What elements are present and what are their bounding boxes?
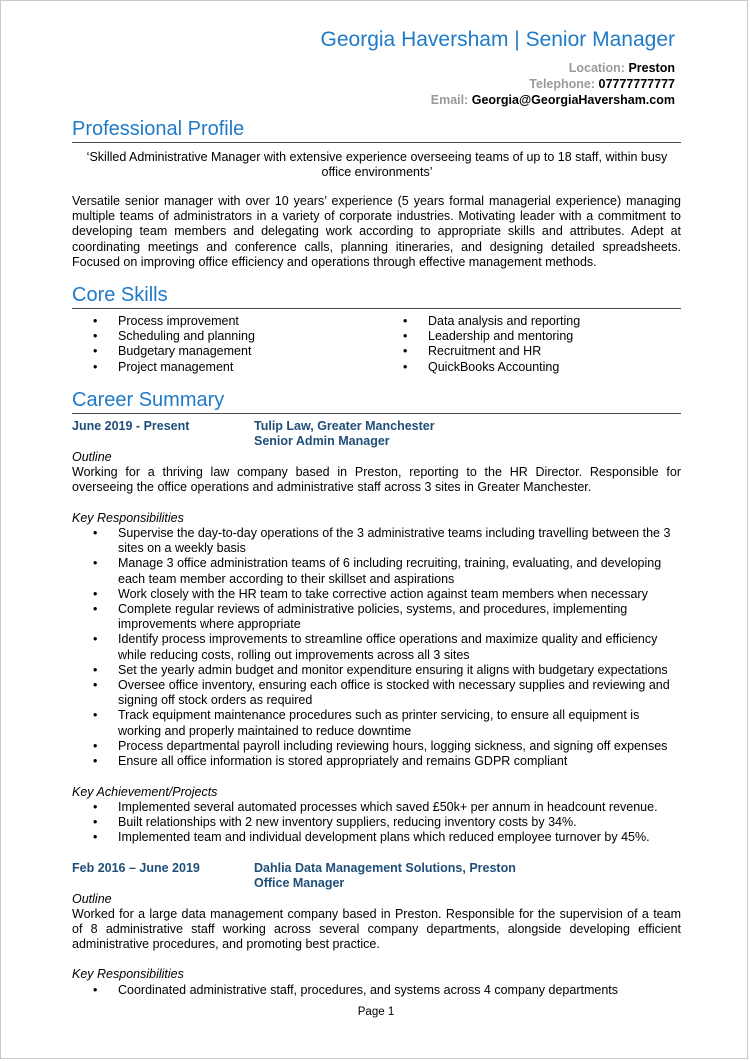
telephone-label: Telephone: — [529, 77, 596, 91]
job-role: Office Manager — [254, 876, 345, 890]
skill-item: • Data analysis and reporting — [403, 314, 581, 328]
list-item: • Implemented several automated processes which saved £50k+ per annum in headcount revenue. — [93, 800, 658, 814]
list-item: • Built relationships with 2 new inventory suppliers, reducing inventory costs by 34%. — [93, 815, 577, 830]
responsibilities-label: Key Responsibilities — [72, 967, 184, 981]
responsibilities-list — [72, 526, 681, 769]
job-role: Senior Admin Manager — [254, 434, 390, 448]
list-item: • Set the yearly admin budget and monitor expenditure ensuring it aligns with budgetary expectations — [93, 662, 668, 677]
list-item: • Process departmental payroll including reviewing hours, logging sickness, and signing off expenses — [93, 738, 668, 753]
email-value[interactable]: Georgia@GeorgiaHaversham.com — [471, 93, 675, 107]
profile-heading: Professional Profile — [72, 117, 681, 143]
list-item: • Supervise the day-to-day operations of the 3 administrative teams including travelling between the 3 sites on a weekly basis — [93, 526, 671, 556]
outline-label: Outline — [72, 892, 112, 906]
skills-list-right — [403, 314, 580, 375]
job-company: Tulip Law, Greater Manchester — [254, 419, 435, 433]
list-item: • Work closely with the HR team to take corrective action against team members when necessary — [93, 586, 648, 601]
location-value: Preston — [628, 61, 675, 75]
outline-label: Outline — [72, 450, 112, 464]
cv-header — [321, 27, 675, 108]
skill-item: • Budgetary management — [93, 344, 252, 359]
list-item: • Manage 3 office administration teams of 6 including recruiting, training, evaluating, and developing each team member according to their skillset and aspirations — [93, 556, 662, 586]
list-item: • Track equipment maintenance procedures such as printer servicing, to ensure all equipment is working and properly maintained to reduce downtime — [93, 708, 640, 738]
achievements-label: Key Achievement/Projects — [72, 785, 218, 799]
skill-item: • Project management — [93, 359, 234, 374]
achievements-list — [72, 800, 681, 846]
contact-email — [321, 92, 675, 108]
name-title: Georgia Haversham | Senior Manager — [320, 28, 675, 51]
contact-location — [321, 60, 675, 76]
job-outline: Worked for a large data management company based in Preston. Responsible for the supervision of a team of 8 administrative staff working across several company departments, alongside developing efficient administrative procedures, and promoting best practice. — [72, 907, 681, 952]
list-item: • Coordinated administrative staff, procedures, and systems across 4 company departments — [93, 983, 619, 997]
list-item: • Complete regular reviews of administrative policies, systems, and procedures, implementing improvements where appropriate — [93, 602, 628, 632]
skill-item: • Leadership and mentoring — [403, 329, 574, 344]
list-item: • Implemented team and individual development plans which reduced employee turnover by 45%. — [93, 830, 650, 845]
responsibilities-list — [72, 983, 681, 998]
list-item: • Identify process improvements to streamline office operations and maximize quality and efficiency while reducing costs, rolling out improvements across all 3 sites — [93, 632, 658, 662]
job-outline: Working for a thriving law company based in Preston, reporting to the HR Director. Responsible for overseeing the office operations and administrative staff across 3 sites in Greater Manchester. — [72, 465, 681, 495]
responsibilities-label: Key Responsibilities — [72, 511, 184, 525]
skills-list-left — [93, 314, 255, 375]
profile-quote: ‘Skilled Administrative Manager with extensive experience overseeing teams of up to 18 staff, within busy office environments’ — [86, 150, 668, 180]
telephone-value: 07777777777 — [598, 77, 675, 91]
list-item: • Ensure all office information is stored appropriately and remains GDPR compliant — [93, 754, 568, 769]
profile-body: Versatile senior manager with over 10 years’ experience (5 years formal managerial experience) managing multiple teams of administrators in a variety of corporate industries. Motivating leader with a commitment to developing team members and delegating work according to appropriate skills and attributes. Adept at coordinating meetings and conference calls, planning itineraries, and designing detailed spreadsheets. Focused on improving office efficiency and operations through effective management methods. — [72, 194, 681, 269]
job-dates: June 2019 - Present — [72, 419, 190, 433]
skill-item: • Process improvement — [93, 314, 239, 328]
skill-item: • Scheduling and planning — [93, 329, 255, 344]
email-label: Email: — [430, 93, 469, 107]
contact-telephone — [321, 76, 675, 92]
skills-heading: Core Skills — [72, 283, 681, 309]
job-company: Dahlia Data Management Solutions, Preston — [254, 861, 516, 875]
job-dates: Feb 2016 – June 2019 — [72, 861, 200, 875]
skill-item: • Recruitment and HR — [403, 344, 542, 359]
location-label: Location: — [568, 61, 625, 75]
career-heading: Career Summary — [72, 388, 681, 414]
list-item: • Oversee office inventory, ensuring each office is stocked with necessary supplies and reviewing and signing off stock orders as required — [93, 678, 670, 708]
page-number: Page 1 — [357, 1006, 395, 1018]
skill-item: • QuickBooks Accounting — [403, 359, 560, 374]
